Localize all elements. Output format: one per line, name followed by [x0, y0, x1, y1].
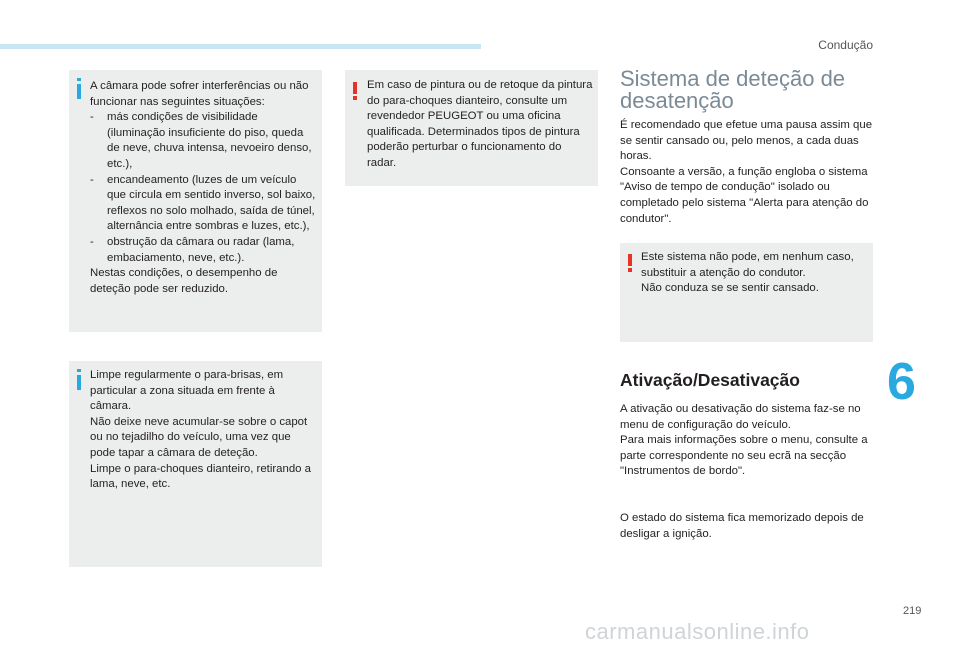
list-item: - obstrução da câmara ou radar (lama, embaciamento, neve, etc.).	[90, 235, 295, 264]
warning-icon	[628, 254, 632, 266]
heading-distraction-detection: Sistema de deteção de desatenção	[620, 66, 846, 113]
paragraph: Não conduza se se sentir cansado.	[641, 282, 819, 295]
heading-activation: Ativação/Desativação	[620, 370, 800, 390]
info-box-camera-interference	[69, 70, 322, 332]
warning-icon	[353, 82, 357, 94]
info-icon	[77, 84, 81, 99]
paragraph: A ativação ou desativação do sistema faz-se no menu de configuração do veículo.	[620, 403, 861, 431]
paragraph: Este sistema não pode, em nenhum caso, substituir a atenção do condutor.	[641, 251, 854, 279]
warning-text: Em caso de pintura ou de retoque da pintura do para-choques dianteiro, consulte um revendedor PEUGEOT ou uma oficina qualificada. Determinados tipos de pintura poderão perturbar o funcionamento do radar.	[367, 79, 593, 169]
paragraph: Limpe o para-choques dianteiro, retirando a lama, neve, etc.	[90, 462, 311, 491]
paragraph: O estado do sistema fica memorizado depois de desligar a ignição.	[620, 512, 864, 540]
paragraph: Não deixe neve acumular-se sobre o capot ou no tejadilho do veículo, uma vez que pode tapar a câmara de deteção.	[90, 415, 308, 459]
paragraph: É recomendado que efetue uma pausa assim que se sentir cansado ou, pelo menos, a cada duas horas.	[620, 119, 873, 163]
info-box-cleaning	[69, 361, 322, 567]
info-icon	[77, 375, 81, 390]
paragraph: Para mais informações sobre o menu, consulte a parte correspondente no seu ecrã na secção "Instrumentos de bordo".	[620, 434, 868, 478]
warning-box-painting	[345, 70, 598, 186]
warning-box-driver-attention	[620, 243, 873, 342]
info-outro: Nestas condições, o desempenho de deteção pode ser reduzido.	[90, 267, 278, 295]
chapter-number: 6	[887, 353, 916, 411]
watermark: carmanualsonline.info	[585, 619, 810, 644]
header-color-bar	[0, 44, 481, 49]
page-number: 219	[903, 605, 922, 617]
paragraph: Consoante a versão, a função engloba o sistema "Aviso de tempo de condução" isolado ou completado pelo sistema "Alerta para atenção do condutor".	[620, 165, 869, 225]
paragraph: Limpe regularmente o para-brisas, em particular a zona situada em frente à câmara.	[90, 369, 284, 413]
list-item: - más condições de visibilidade (iluminação insuficiente do piso, queda de neve, chuva intensa, nevoeiro denso, etc.),	[90, 111, 312, 170]
list-item: - encandeamento (luzes de um veículo que circula em sentido inverso, sol baixo, reflexos no solo molhado, saída de túnel, alternância entre sombras e luzes, etc.),	[90, 173, 316, 233]
section-title: Condução	[818, 38, 873, 52]
info-intro: A câmara pode sofrer interferências ou não funcionar nas seguintes situações:	[90, 80, 309, 108]
